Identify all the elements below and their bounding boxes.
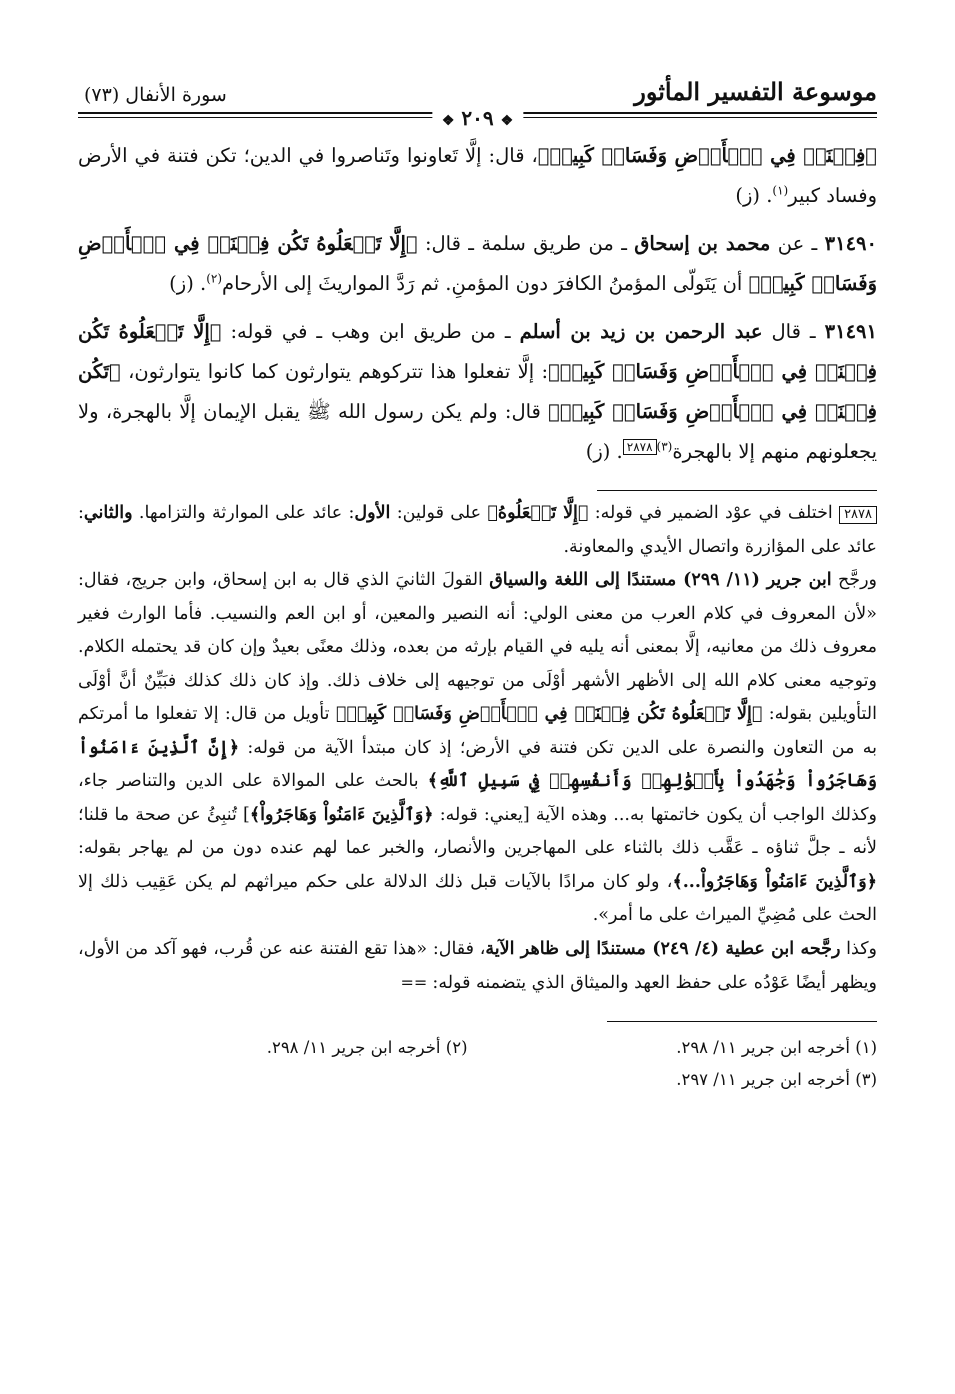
book-title: موسوعة التفسير المأثور (634, 77, 877, 106)
quran-quote: ﴿إِلَّا تَفۡعَلُوهُ تَكُن فِتۡنَةٞ فِي ٱلۡأَرۡضِ وَفَسَادٞ كَبِيرٞ﴾ (335, 704, 763, 724)
note-text: تأويل من قال: إلا تفعلوا ما أمرتكم به من التعاون والنصرة على الدين تكن فتنة في الأرض؛ إذ كان مبتدأ الآية من قوله: (78, 704, 877, 758)
main-text (78, 136, 877, 472)
commentary-notes (78, 497, 877, 1001)
narrator-name: محمد بن إسحاق (634, 232, 771, 255)
header-rule (78, 108, 877, 130)
quran-quote: ﴿تَكُن فِتۡنَةٞ فِي ٱلۡأَرۡضِ وَفَسَادٞ كَبِيرٞ﴾ (78, 360, 877, 423)
athar-text: ، قال: إلَّا تَعاونوا وتَناصروا في الدين؛ تكن فتنة في الأرض وفساد كبير (78, 144, 877, 207)
footnote-3: (٣) أخرجه ابن جرير ١١/ ٢٩٧. (676, 1069, 877, 1089)
footnote-marker[interactable]: (٢) (206, 271, 223, 286)
footnotes (78, 1032, 877, 1096)
athar-text: ـ قال (762, 320, 825, 343)
athar-end: . (ز) (735, 184, 773, 207)
athar-text: قال: ولم يكن رسول الله ﷺ يقبل الإيمان إلَّا بالهجرة، ولا يجعلونهم منهم إلا بالهجرة (78, 400, 877, 463)
footnote-2: (٢) أخرجه ابن جرير ١١/ ٢٩٨. (266, 1037, 468, 1057)
commentary-ref-box[interactable]: ٢٨٧٨ (623, 439, 657, 455)
note-text: ، فقال: «هذا تقع الفتنة عنه عن قُرب، فهو آكد من الأول، ويظهر أيضًا عَوْدُه على حفظ العهد والميثاق الذي يتضمنه قوله: (78, 938, 877, 993)
athar-paragraph (78, 312, 877, 472)
commentary-ref-box: ٢٨٧٨ (839, 506, 877, 524)
quran-quote: ﴿وَٱلَّذِينَ ءَامَنُواْ وَهَاجَرُواْ﴾ (249, 804, 434, 825)
quran-quote: ﴿إِلَّا تَفۡعَلُوهُ تَكُن فِتۡنَةٞ فِي ٱلۡأَرۡضِ وَفَسَادٞ كَبِيرٞ﴾ (78, 232, 877, 295)
separator-line (597, 490, 877, 491)
note-text: ، ولو كان مرادًا بالآيات قبل ذلك الدلالة على حكم ميراثهم لم يكن عَقِيب ذلك إلا الحث على مُضِيِّ الميراث على ما أمر». (78, 871, 877, 925)
athar-number: ٣١٤٩٠ (824, 232, 877, 255)
scholar-name: رجَّحه ابن عطية (٤/ ٢٤٩) مستندًا إلى ظاهر الآية (485, 938, 841, 959)
note-paragraph (78, 564, 877, 933)
note-text: بالحث على الموالاة على الدين والتناصر جاء، وكذلك الواجب أن يكون خاتمتها به... وهذه الآية [يعني: قوله: (78, 771, 877, 825)
note-text: وكذا (840, 938, 877, 959)
athar-paragraph (78, 224, 877, 304)
quran-quote: ﴿إِنَّ ٱلَّذِينَ ءَامَنُواْ وَهَاجَرُواْ وَجَٰهَدُواْ بِأَمۡوَٰلِهِمۡ وَأَنفُسِهِمۡ فِي سَبِيلِ ٱللَّهِ﴾ (78, 737, 877, 791)
footnote-marker[interactable]: (٣) (656, 439, 673, 454)
athar-text: ـ عن (770, 232, 825, 255)
opinion-label: الأول (354, 503, 391, 523)
footnote-1: (١) أخرجه ابن جرير ١١/ ٢٩٨. (676, 1037, 877, 1057)
page (78, 70, 877, 1374)
page-number-value: ٢٠٩ (461, 106, 494, 130)
note-paragraph (78, 497, 877, 564)
athar-end: . (ز) (169, 272, 207, 295)
note-paragraph (78, 933, 877, 1001)
note-text: ] تُنبِئُ عن صحة ما قلنا؛ لأنه ـ جلَّ ثناؤه ـ عَقَّب ذلك بالثناء على المهاجرين والأنصار، والخبر عما لهم عنده دون من لم يهاجر بقوله: (78, 804, 877, 858)
page-number (432, 106, 523, 130)
athar-text: ـ من طريق ابن وهب ـ في قوله: (221, 320, 520, 343)
footnote-marker[interactable]: (١) (772, 183, 789, 198)
athar-text: : إلَّا تفعلوا هذا تتركوهم يتوارثون كما كانوا يتوارثون، (120, 360, 549, 383)
athar-number: ٣١٤٩١ (824, 320, 877, 343)
note-text: القولَ الثانيَ الذي قال به ابن إسحاق، وابن جريج، فقال: «لأن المعروف في كلام العرب من معنى الولي: أنه النصير والمعين، أو ابن العم والنسيب. فأما الوارث فغير معروف ذلك من معانيه، إلَّا بمعنى أنه يليه في القيام بإرثه من بعده، وذلك معنًى بعيدٌ وإن كان قد يحتمله الكلام. وتوجيه معنى كلام الله إلى الأظهر الأشهر أوْلَى من توجيهه إلى خلاف ذلك. وإذ كان ذلك كذلك فبَيِّنٌ أنَّ أوْلَى التأويلين بقوله: (78, 570, 877, 724)
narrator-name: عبد الرحمن بن زيد بن أسلم (519, 320, 763, 343)
note-text: على قولين: (390, 503, 488, 523)
note-text: : عائد على الموارثة والتزامها. (132, 503, 355, 523)
quran-quote: ﴿فِتۡنَةٞ فِي ٱلۡأَرۡضِ وَفَسَادٞ كَبِيرٞ﴾ (537, 144, 877, 167)
note-text: ورجَّح (831, 570, 877, 590)
quran-quote: ﴿إِلَّا تَفۡعَلُوهُ تَكُن فِتۡنَةٞ فِي ٱلۡأَرۡضِ وَفَسَادٞ كَبِيرٞ﴾ (78, 320, 877, 383)
athar-paragraph (78, 136, 877, 216)
scholar-name: ابن جرير (١١/ ٢٩٩) مستندًا إلى اللغة والسياق (489, 570, 832, 590)
footnote-separator (607, 1021, 877, 1022)
quran-quote: ﴿وَٱلَّذِينَ ءَامَنُواْ وَهَاجَرُواْ...﴾ (672, 871, 877, 892)
note-text: اختلف في عوْد الضمير في قوله: (588, 503, 840, 523)
ornament-icon: ❖ (500, 113, 514, 129)
athar-text: ـ من طريق سلمة ـ قال: (417, 232, 635, 255)
quran-quote: ﴿إِلَّا تَفۡعَلُوهُ﴾ (487, 503, 589, 523)
athar-end: . (ز) (585, 440, 623, 463)
surah-title: سورة الأنفال (٧٣) (84, 84, 227, 106)
opinion-label: والثاني (83, 503, 133, 523)
running-header (78, 70, 877, 106)
continuation-mark: == (400, 973, 433, 992)
athar-text: أن يَتَولّى المؤمنُ الكافرَ دون المؤمنِ. ثم رَدَّ المواريثَ إلى الأرحام (222, 272, 749, 295)
ornament-icon: ❖ (441, 113, 455, 129)
note-text: : عائد على المؤازرة واتصال الأيدي والمعاونة. (78, 503, 877, 557)
